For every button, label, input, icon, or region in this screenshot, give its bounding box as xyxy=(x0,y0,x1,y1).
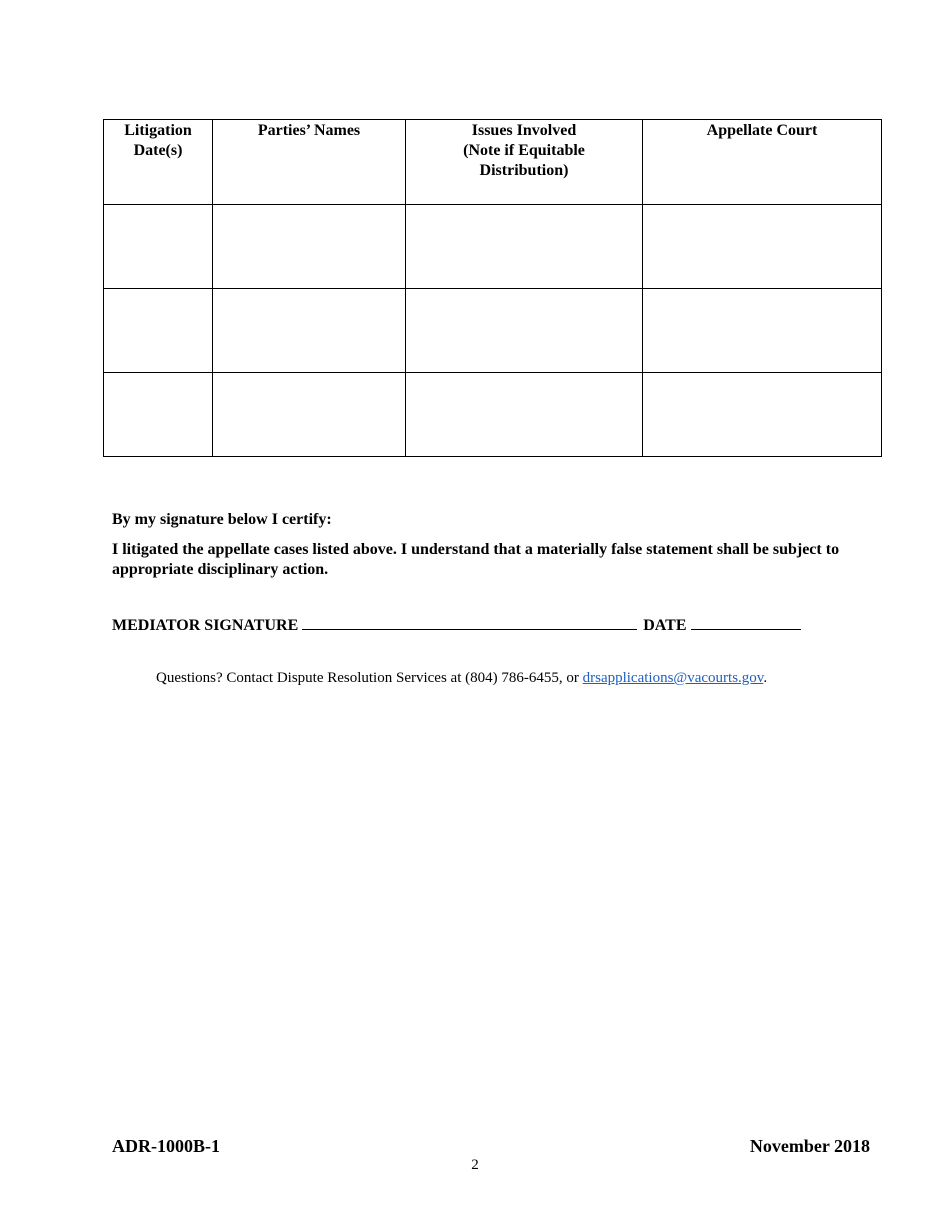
certification-statement: I litigated the appellate cases listed above. I understand that a materially false statement shall be subject to appropriate disciplinary action. xyxy=(112,541,840,578)
certification-heading: By my signature below I certify: xyxy=(112,511,332,528)
header-text: Appellate Court xyxy=(706,122,818,139)
table-cell-appellate-court[interactable] xyxy=(643,205,882,289)
table-cell-parties-names[interactable] xyxy=(213,205,406,289)
form-id: ADR-1000B-1 xyxy=(112,1136,220,1156)
table-cell-parties-names[interactable] xyxy=(213,373,406,457)
header-litigation-dates xyxy=(104,120,213,205)
signature-line xyxy=(112,614,801,636)
table-row xyxy=(104,289,882,373)
appellate-cases-table xyxy=(103,119,882,457)
header-text: (Note if Equitable xyxy=(463,142,585,159)
table-row xyxy=(104,205,882,289)
header-appellate-court xyxy=(643,120,882,205)
date-field[interactable] xyxy=(691,614,801,630)
table-row xyxy=(104,373,882,457)
header-text: Litigation xyxy=(124,122,192,139)
table-cell-issues-involved[interactable] xyxy=(406,289,643,373)
table-cell-issues-involved[interactable] xyxy=(406,205,643,289)
table-cell-litigation-dates[interactable] xyxy=(104,205,213,289)
contact-email-link[interactable]: drsapplications@vacourts.gov xyxy=(582,670,764,686)
table-header-row xyxy=(104,120,882,205)
header-text: Issues Involved xyxy=(471,122,577,139)
header-text: Date(s) xyxy=(133,142,183,159)
date-label: DATE xyxy=(643,617,687,634)
header-parties-names xyxy=(213,120,406,205)
table-cell-litigation-dates[interactable] xyxy=(104,373,213,457)
page-number: 2 xyxy=(471,1157,479,1173)
signature-label: MEDIATOR SIGNATURE xyxy=(112,617,299,634)
table-cell-appellate-court[interactable] xyxy=(643,373,882,457)
table-cell-appellate-court[interactable] xyxy=(643,289,882,373)
header-text: Distribution) xyxy=(479,162,569,179)
contact-info xyxy=(156,669,767,687)
header-issues-involved xyxy=(406,120,643,205)
header-text: Parties’ Names xyxy=(257,122,361,139)
table-cell-parties-names[interactable] xyxy=(213,289,406,373)
contact-suffix: . xyxy=(763,670,768,686)
form-date: November 2018 xyxy=(749,1136,870,1156)
contact-prefix: Questions? Contact Dispute Resolution Services at (804) 786-6455, or xyxy=(156,670,583,686)
table-cell-litigation-dates[interactable] xyxy=(104,289,213,373)
table-cell-issues-involved[interactable] xyxy=(406,373,643,457)
signature-field[interactable] xyxy=(302,614,637,630)
